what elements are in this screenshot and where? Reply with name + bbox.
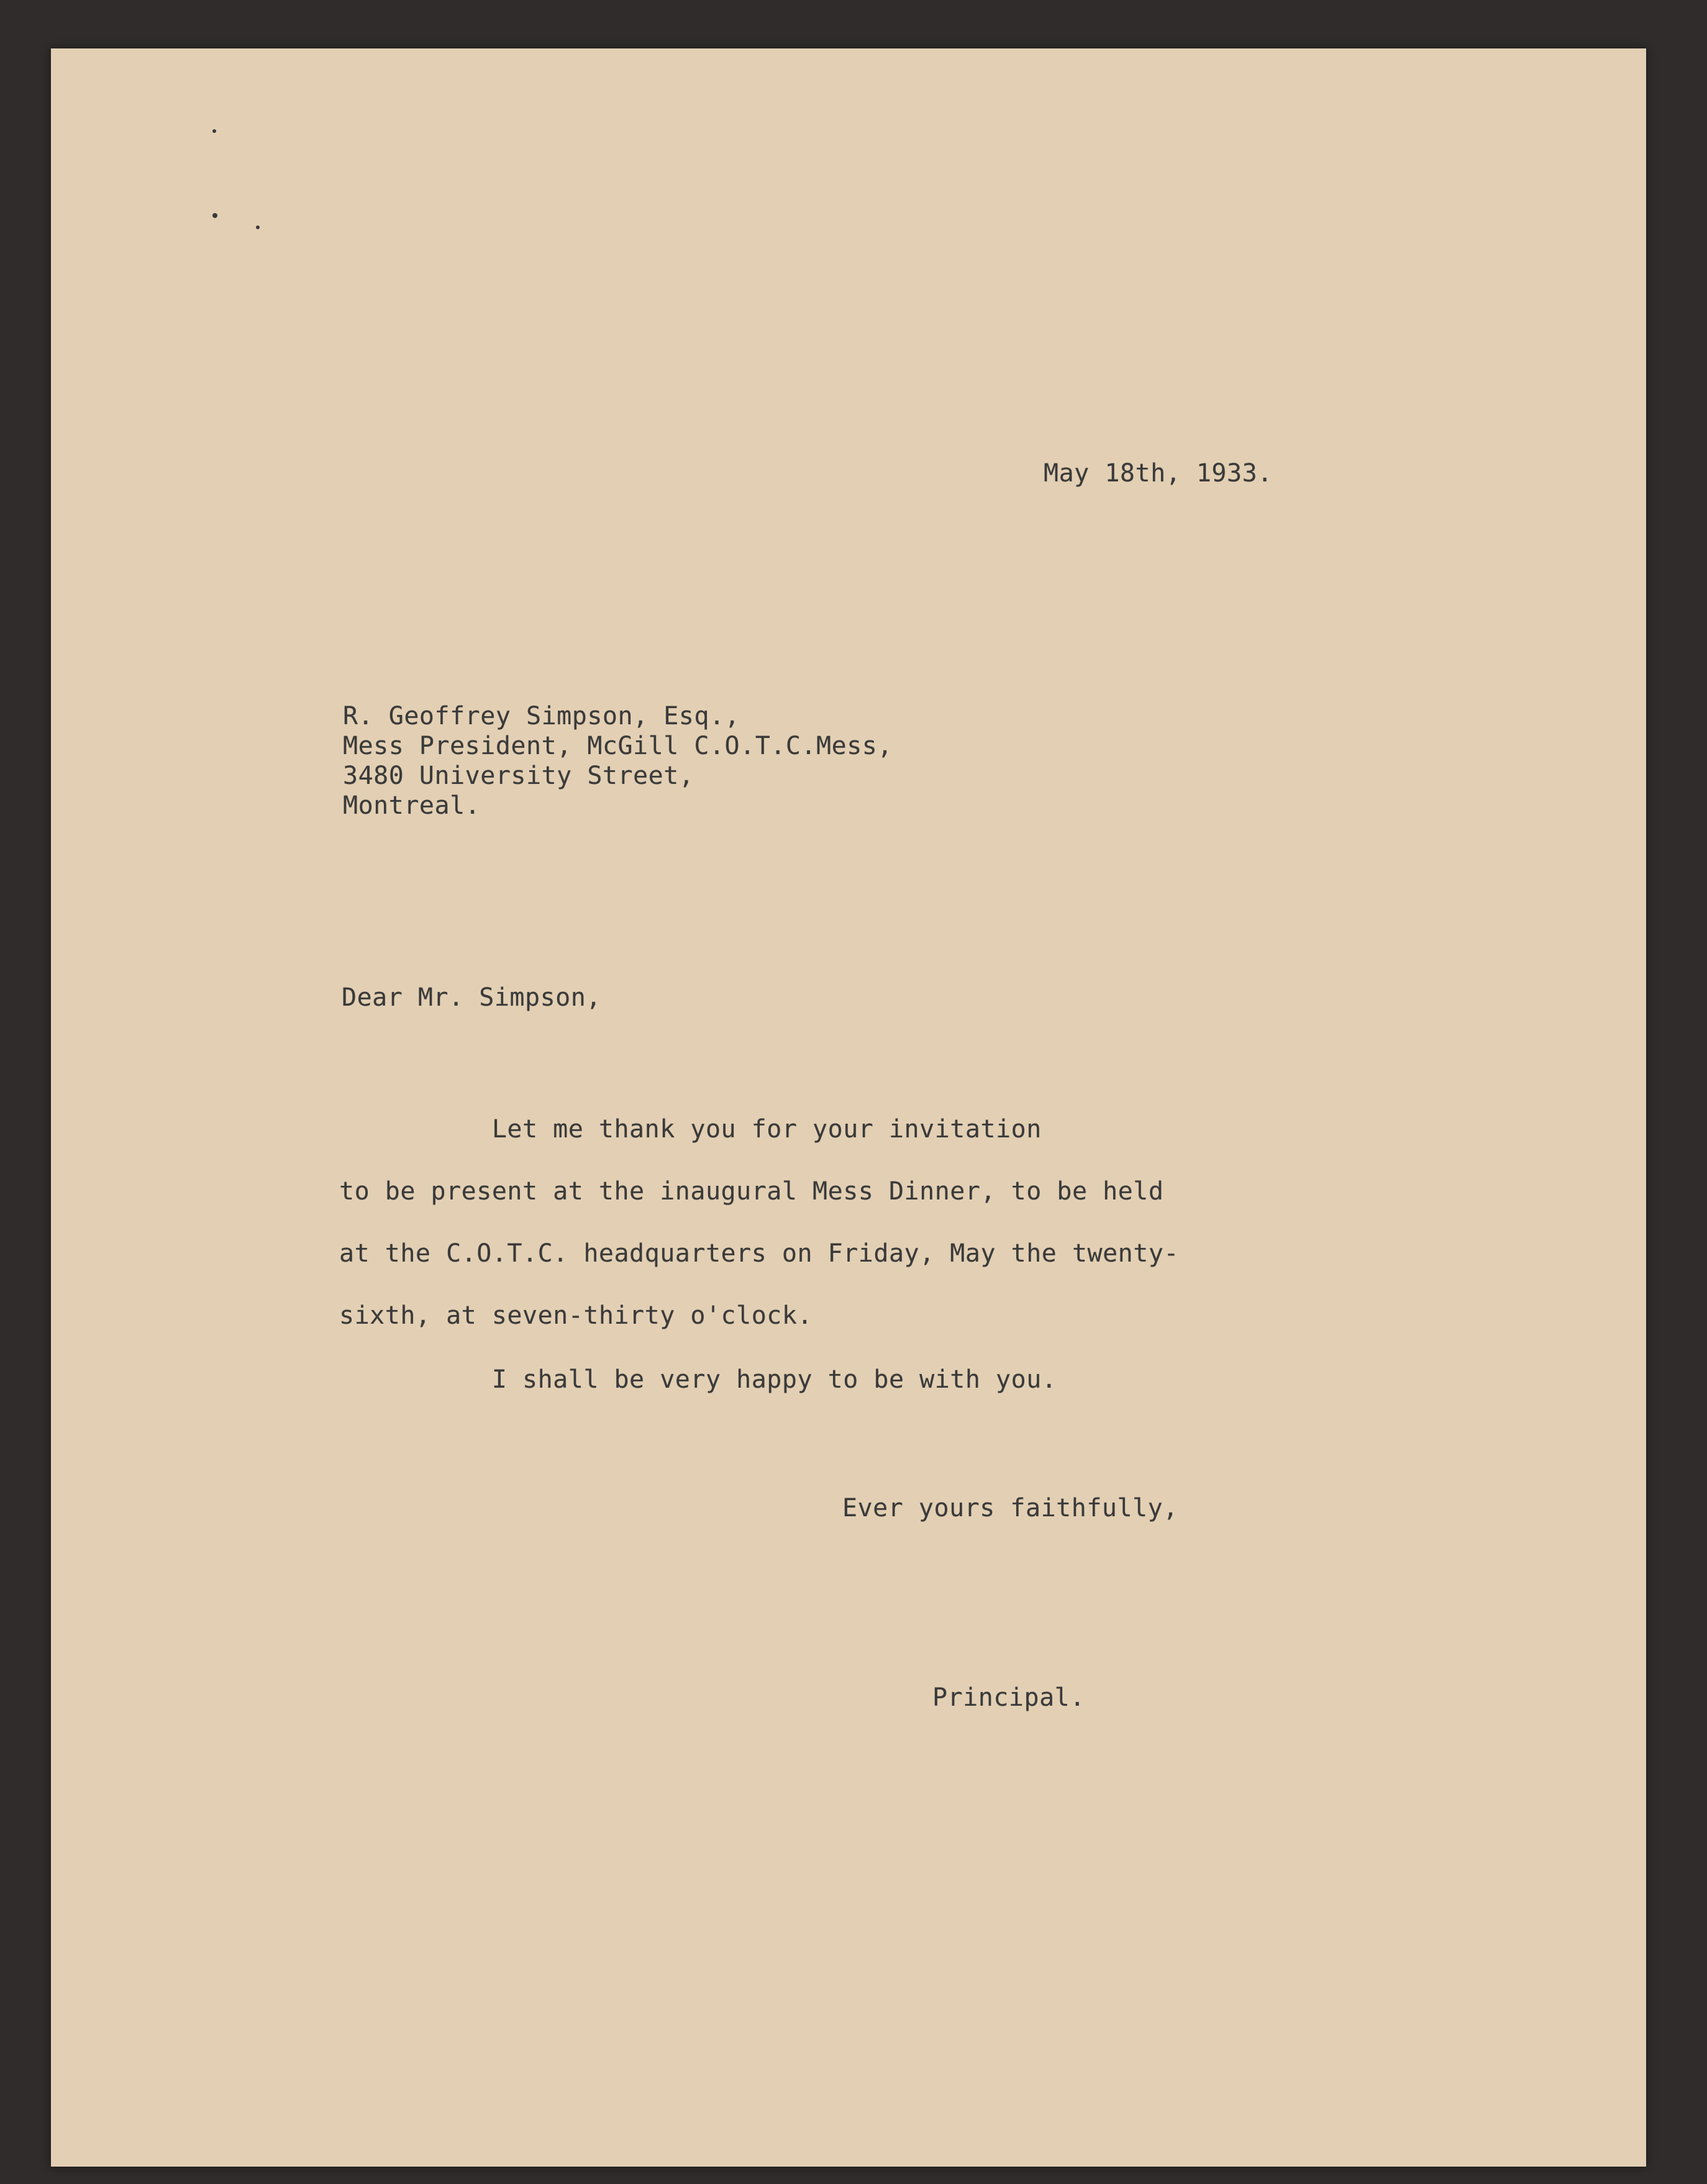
letter-page bbox=[51, 48, 1646, 2167]
address-line: R. Geoffrey Simpson, Esq., bbox=[343, 702, 740, 730]
salutation: Dear Mr. Simpson, bbox=[342, 983, 601, 1012]
body-line: I shall be very happy to be with you. bbox=[339, 1365, 1057, 1394]
recipient-address bbox=[343, 704, 1150, 840]
punch-mark bbox=[212, 129, 216, 133]
signature-title: Principal. bbox=[932, 1683, 1085, 1712]
address-line: Mess President, McGill C.O.T.C.Mess, bbox=[343, 732, 893, 760]
punch-mark bbox=[256, 225, 260, 229]
body-line: at the C.O.T.C. headquarters on Friday, May the twenty- bbox=[339, 1239, 1180, 1268]
punch-mark bbox=[212, 213, 217, 218]
address-line: 3480 University Street, bbox=[343, 762, 694, 790]
body-line: Let me thank you for your invitation bbox=[339, 1115, 1042, 1144]
address-line: Montreal. bbox=[343, 791, 481, 820]
letter-body bbox=[339, 1117, 1519, 1415]
letter-date: May 18th, 1933. bbox=[1044, 459, 1273, 488]
body-line: to be present at the inaugural Mess Dinner, to be held bbox=[339, 1177, 1164, 1206]
body-line: sixth, at seven-thirty o'clock. bbox=[339, 1301, 813, 1330]
closing: Ever yours faithfully, bbox=[842, 1494, 1178, 1522]
